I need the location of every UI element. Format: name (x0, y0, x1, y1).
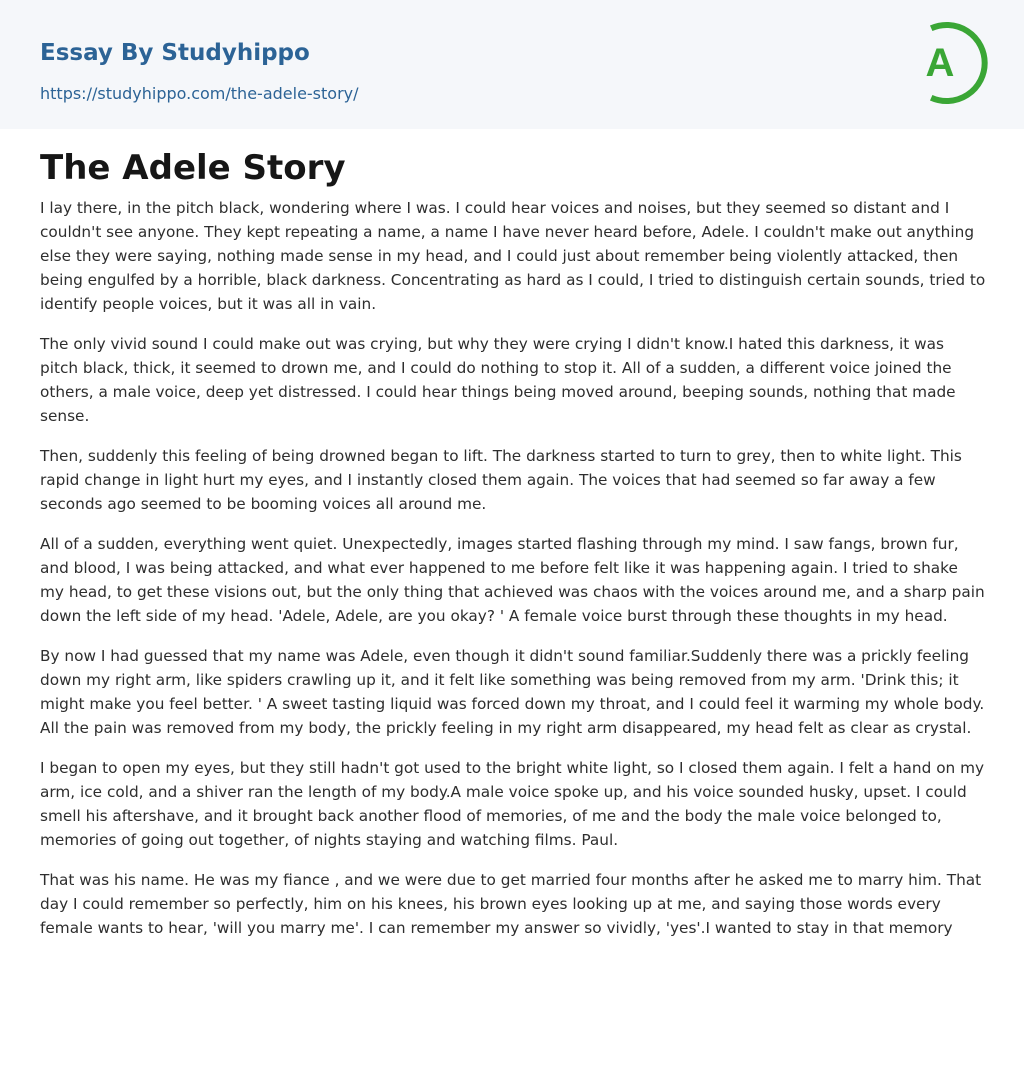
brand-title[interactable]: Essay By Studyhippo (40, 40, 310, 66)
site-header (0, 0, 1024, 129)
article (0, 129, 1024, 940)
paragraph: By now I had guessed that my name was Adele, even though it didn't sound familiar.Suddenly there was a prickly feeling down my right arm, like spiders crawling up it, and it felt like something was being removed from my arm. 'Drink this; it might make you feel better. ' A sweet tasting liquid was forced down my throat, and I could feel it warming my whole body. All the pain was removed from my body, the prickly feeling in my right arm disappeared, my head felt as clear as crystal. (40, 647, 985, 737)
paragraph: The only vivid sound I could make out was crying, but why they were crying I didn't know.I hated this darkness, it was pitch black, thick, it seemed to drown me, and I could do nothing to stop it. All of a sudden, a different voice joined the others, a male voice, deep yet distressed. I could hear things being moved around, beeping sounds, nothing that made sense. (40, 335, 956, 425)
paragraph: That was his name. He was my fiance , and we were due to get married four months after he asked me to marry him. That day I could remember so perfectly, him on his knees, his brown eyes looking up at me, and saying those words every female wants to hear, 'will you marry me'. I can remember my answer so vividly, 'yes'.I wanted to stay in that memory (40, 871, 982, 937)
paragraph: I began to open my eyes, but they still hadn't got used to the bright white light, so I closed them again. I felt a hand on my arm, ice cold, and a shiver ran the length of my body.A male voice spoke up, and his voice sounded husky, upset. I could smell his aftershave, and it brought back another flood of memories, of me and the body the male voice belonged to, memories of going out together, of nights staying and watching films. Paul. (40, 759, 985, 849)
page-title: The Adele Story (40, 148, 346, 188)
paragraph: All of a sudden, everything went quiet. Unexpectedly, images started flashing through my mind. I saw fangs, brown fur, and blood, I was being attacked, and what ever happened to me before felt like it was happening again. I tried to shake my head, to get these visions out, but the only thing that achieved was chaos with the voices around me, and a sharp pain down the left side of my head. 'Adele, Adele, are you okay? ' A female voice burst through these thoughts in my head. (40, 535, 985, 625)
paragraph: I lay there, in the pitch black, wondering where I was. I could hear voices and noises, but they seemed so distant and I couldn't see anyone. They kept repeating a name, a name I have never heard before, Adele. I couldn't make out anything else they were saying, nothing made sense in my head, and I could just about remember being violently attacked, then being engulfed by a horrible, black darkness. Concentrating as hard as I could, I tried to distinguish certain sounds, tried to identify people voices, but it was all in vain. (40, 199, 986, 313)
logo-letter: A (925, 41, 955, 85)
paragraph: Then, suddenly this feeling of being drowned began to lift. The darkness started to turn to grey, then to white light. This rapid change in light hurt my eyes, and I instantly closed them again. The voices that had seemed so far away a few seconds ago seemed to be booming voices all around me. (40, 447, 962, 513)
essay-url-link[interactable]: https://studyhippo.com/the-adele-story/ (40, 84, 359, 103)
studyhippo-logo-icon[interactable] (912, 18, 988, 108)
